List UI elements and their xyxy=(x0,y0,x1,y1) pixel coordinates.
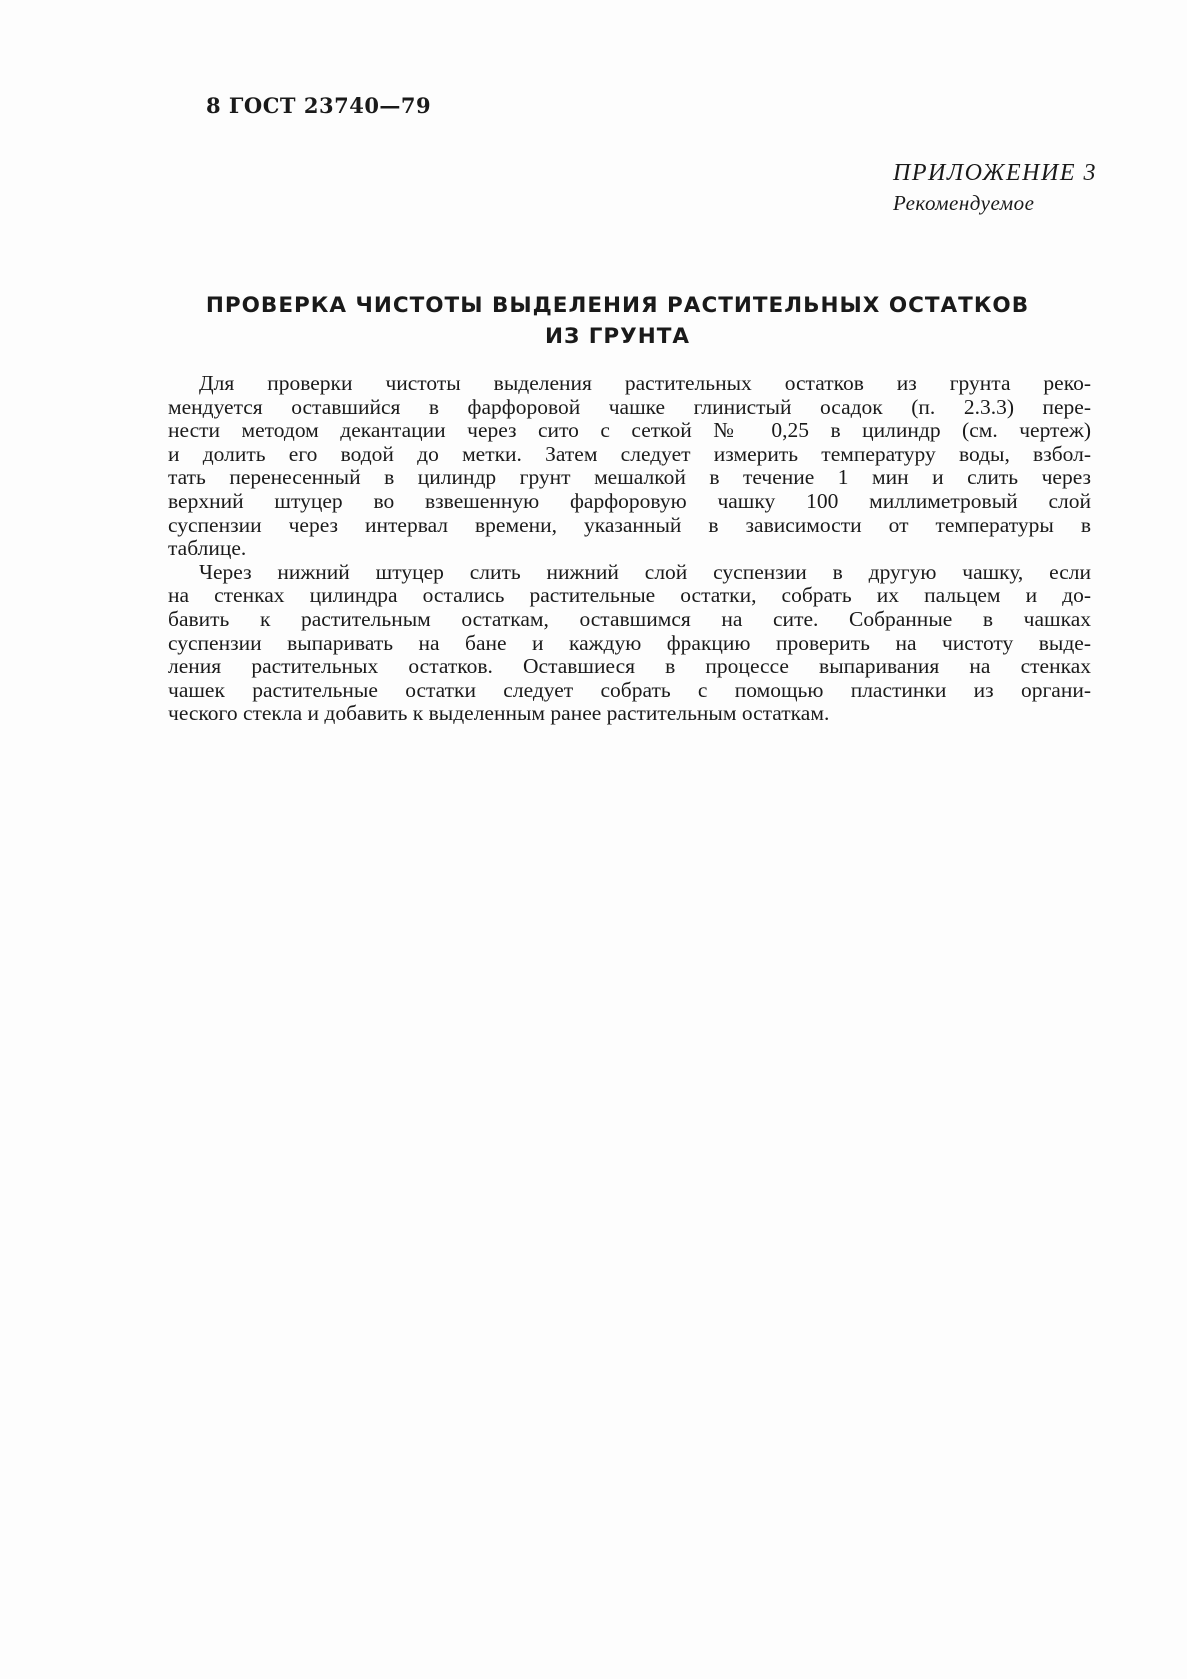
text-line: на стенках цилиндра остались растительные остатки, собрать их пальцем и до- xyxy=(168,583,1091,608)
paragraph-2 xyxy=(168,561,1091,726)
appendix-block xyxy=(893,158,1097,218)
text-line: таблице. xyxy=(168,536,247,561)
title-line: ПРОВЕРКА ЧИСТОТЫ ВЫДЕЛЕНИЯ РАСТИТЕЛЬНЫХ ОСТАТКОВ xyxy=(205,293,1030,318)
paragraph-1 xyxy=(168,372,1091,561)
document-title xyxy=(150,290,1085,352)
body-text xyxy=(168,372,1091,726)
text-line: Для проверки чистоты выделения растительных остатков из грунта реко- xyxy=(199,371,1091,395)
running-head: 8 ГОСТ 23740—79 xyxy=(206,93,432,118)
text-line: бавить к растительным остаткам, оставшимся на сите. Собранные в чашках xyxy=(168,606,1091,631)
text-line: нести методом декантации через сито с сеткой № 0,25 в цилиндр (см. чертеж) xyxy=(168,418,1091,443)
text-line: Через нижний штуцер слить нижний слой суспензии в другую чашку, если xyxy=(199,559,1091,584)
text-line: суспензии через интервал времени, указанный в зависимости от температуры в xyxy=(168,512,1091,537)
text-line: чашек растительные остатки следует собрать с помощью пластинки из органи- xyxy=(168,677,1091,702)
text-line: мендуется оставшийся в фарфоровой чашке глинистый осадок (п. 2.3.3) пере- xyxy=(168,394,1091,419)
text-line: суспензии выпаривать на бане и каждую фракцию проверить на чистоту выде- xyxy=(168,630,1091,655)
text-line: ления растительных остатков. Оставшиеся в процессе выпаривания на стенках xyxy=(168,654,1091,679)
text-line: тать перенесенный в цилиндр грунт мешалкой в течение 1 мин и слить через xyxy=(168,465,1091,490)
text-line: верхний штуцер во взвешенную фарфоровую чашку 100 миллиметровый слой xyxy=(168,488,1091,513)
appendix-note: Рекомендуемое xyxy=(893,191,1035,215)
text-line: и долить его водой до метки. Затем следует измерить температуру воды, взбол- xyxy=(168,441,1091,466)
text-line: ческого стекла и добавить к выделенным ранее растительным остаткам. xyxy=(168,701,830,726)
appendix-label: ПРИЛОЖЕНИЕ 3 xyxy=(893,160,1097,186)
title-line: ИЗ ГРУНТА xyxy=(544,324,691,349)
